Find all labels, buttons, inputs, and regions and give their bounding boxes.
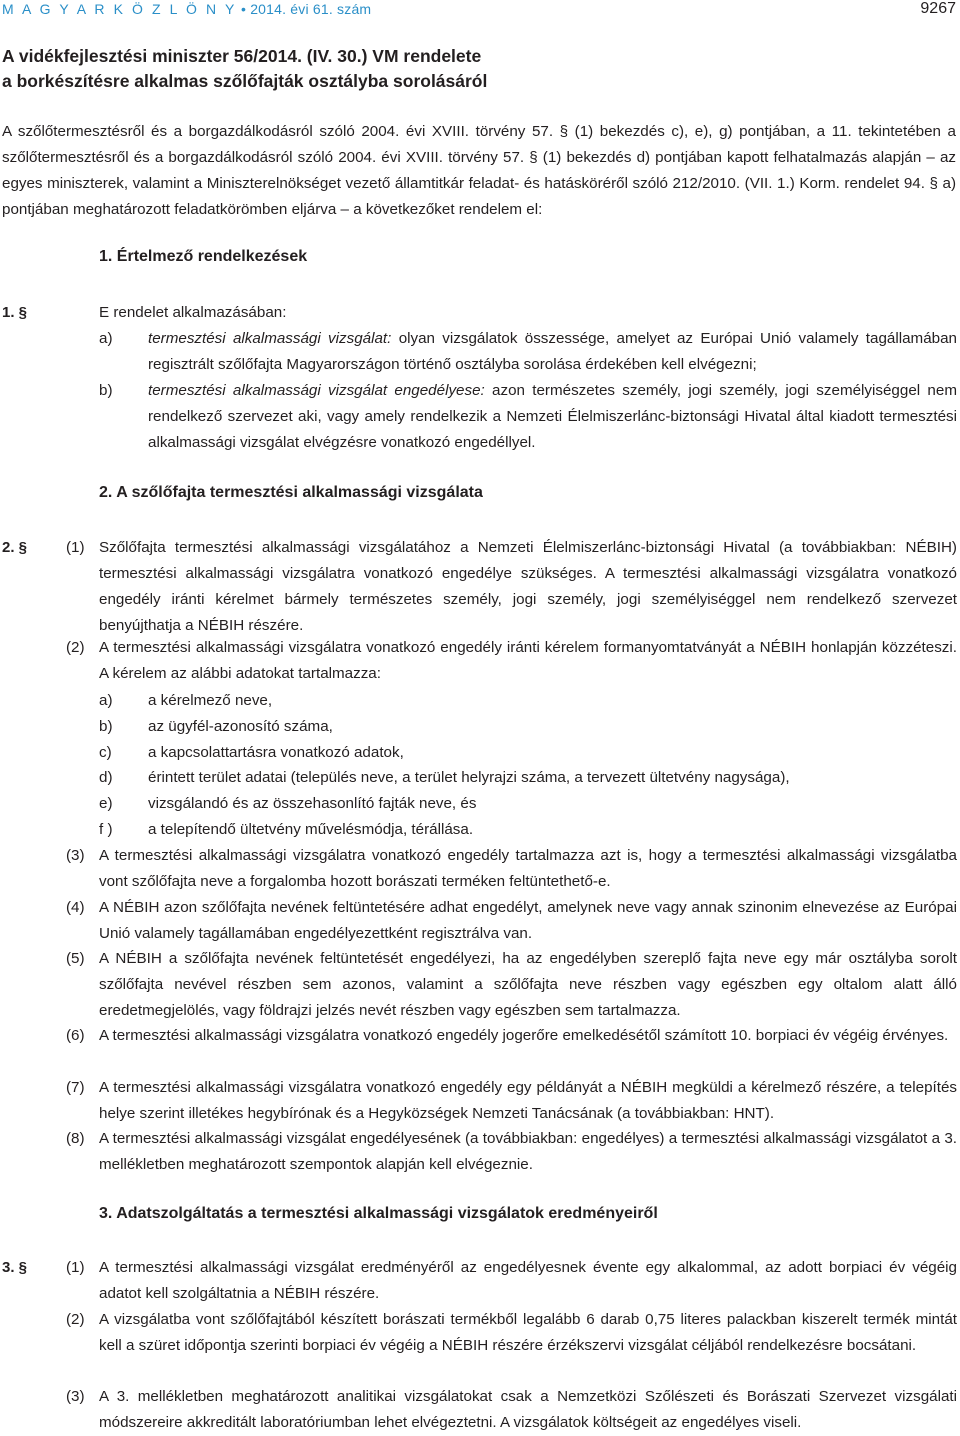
paragraph-text: A termesztési alkalmassági vizsgálatra vonatkozó engedély tartalmazza azt is, hogy a termesztési alkalmassági vizsgálatba vont szőlőfajta neve a forgalomba hozott borászati terméken feltüntethető-e. [99, 847, 957, 890]
journal-name: M A G Y A R K Ö Z L Ö N Y [2, 1, 237, 17]
paragraph [66, 1075, 957, 1127]
page-number: 9267 [920, 0, 956, 17]
paragraph [66, 635, 957, 687]
decree-title-line1: A vidékfejlesztési miniszter 56/2014. (IV. 30.) VM rendelete [2, 46, 482, 66]
paragraph-text: A NÉBIH azon szőlőfajta nevének feltüntetésére adhat engedélyt, amelynek neve vagy annak szinonim elnevezése az Európai Unió valamely tagállamában engedélyezettként regisztrálva van. [99, 899, 957, 942]
paragraph-text: A termesztési alkalmassági vizsgálatra vonatkozó engedély iránti kérelem formanyomtatványát a NÉBIH honlapján közzéteszi. A kérelem az alábbi adatokat tartalmazza: [99, 639, 957, 682]
paragraph [66, 535, 957, 639]
definition-text: termesztési alkalmassági vizsgálat: olyan vizsgálatok összessége, amelyet az Európai Unió valamely tagállamában regisztrált szőlőfajta Magyarországon történő osztályba sorolása érdekében kell elvégezni; [148, 330, 957, 373]
preamble: A szőlőtermesztésről és a borgazdálkodásról szóló 2004. évi XVIII. törvény 57. § (1) bekezdés c), e), g) pontjában, a 11. tekintetében a szőlőtermesztésről és a borgazdálkodásról szóló 2004. évi XVIII. törvény 57. § (1) bekezdés d) pontjában kapott felhatalmazás alapján – az egyes miniszterek, valamint a Miniszterelnökséget vezető államtitkár feladat- és hatásköréről szóló 212/2010. (VII. 1.) Korm. rendelet 94. § a) pontjában meghatározott feladatkörömben eljárva – a következőket rendelem el: [2, 123, 956, 218]
paragraph-text: A 3. mellékletben meghatározott analitikai vizsgálatokat csak a Nemzetközi Szőlészeti és Borászati Szervezet vizsgálati módszereire akkreditált laboratóriumban lehet elvégeztetni. A vizsgálatok költségeit az engedélyes viseli. [99, 1388, 957, 1431]
section-3-title: 3. Adatszolgáltatás a termesztési alkalmassági vizsgálatok eredményeiről [99, 1205, 658, 1222]
paragraph-label: (1) [66, 1259, 85, 1276]
paragraph-text: A NÉBIH a szőlőfajta nevének feltüntetését engedélyezi, ha az engedélyben szereplő fajta neve egy már osztályba sorolt szőlőfajta nevével részben sem azonos, valamint a szőlőfajta neve részben vagy egészben egy oltalom alatt álló eredetmegjelölés, vagy földrajzi jelzés nevét részben vagy egészben sem tartalmazza. [99, 950, 957, 1019]
paragraph-text: A termesztési alkalmassági vizsgálat engedélyesének (a továbbiakban: engedélyes) a termesztési alkalmassági vizsgálatot a 3. mellékletben meghatározott szempontok alapján kell elvégeznie. [99, 1130, 957, 1173]
paragraph-label: (3) [66, 1388, 85, 1405]
paragraph [66, 1126, 957, 1178]
definition-item [99, 326, 957, 378]
paragraph [66, 843, 957, 895]
paragraph-text: A vizsgálatba vont szőlőfajtából készített borászati termékből legalább 6 darab 0,75 literes palackban kiszerelt termék mintát kell a szüret időpontja szerinti borpiaci év végéig a NÉBIH részére érzékszervi vizsgálat céljából rendelkezésre bocsátani. [99, 1311, 957, 1354]
paragraph-label: (2) [66, 1311, 85, 1328]
paragraph-label: (5) [66, 950, 85, 967]
definition-term: termesztési alkalmassági vizsgálat engedélyese: [148, 382, 485, 399]
definition-text: termesztési alkalmassági vizsgálat engedélyese: azon természetes személy, jogi személy, jogi személyiséggel nem rendelkező szervezet aki, vagy amely rendelkezik a Nemzeti Élelmiszerlánc-biztonsági Hivatal által kiadott termesztési alkalmassági vizsgálat elvégzésre vonatkozó engedéllyel. [148, 382, 957, 451]
page-header [0, 0, 960, 20]
paragraph [66, 895, 957, 947]
definition-term: termesztési alkalmassági vizsgálat: [148, 330, 392, 347]
paragraph-text: A termesztési alkalmassági vizsgálatra vonatkozó engedély jogerőre emelkedésétől számított 10. borpiaci év végéig érvényes. [99, 1027, 949, 1044]
definition-label: b) [99, 382, 113, 399]
paragraph-text: Szőlőfajta termesztési alkalmassági vizsgálatához a Nemzeti Élelmiszerlánc-biztonsági Hivatal (a továbbiakban: NÉBIH) termesztési alkalmassági vizsgálatra vonatkozó engedélye szükséges. A termesztési alkalmassági vizsgálatra vonatkozó engedély iránti kérelmet bármely természetes személy, jogi személy, jogi személyiséggel nem rendelkező szervezet benyújthatja a NÉBIH részére. [99, 539, 957, 634]
decree-title-line2: a borkészítésre alkalmas szőlőfajták osztályba sorolásáról [2, 71, 488, 91]
definition-label: a) [99, 330, 113, 347]
section-2-number: 2. § [2, 539, 28, 556]
paragraph-label: (7) [66, 1079, 85, 1096]
paragraph-text: A termesztési alkalmassági vizsgálat eredményéről az engedélyesnek évente egy alkalommal, az adott borpiaci év végéig adatot kell szolgáltatnia a NÉBIH részére. [99, 1259, 957, 1302]
issue-number: 2014. évi 61. szám [250, 1, 372, 17]
section-2-title: 2. A szőlőfajta termesztési alkalmassági vizsgálata [99, 484, 483, 501]
decree-title [2, 44, 487, 94]
paragraph [66, 1255, 957, 1307]
paragraph-label: (2) [66, 639, 85, 656]
paragraph [66, 1384, 957, 1436]
running-header [2, 1, 371, 17]
section-1-number: 1. § [2, 304, 28, 321]
paragraph-label: (6) [66, 1027, 85, 1044]
paragraph [66, 1023, 957, 1049]
paragraph-label: (3) [66, 847, 85, 864]
paragraph [66, 1307, 957, 1359]
paragraph-label: (8) [66, 1130, 85, 1147]
paragraph-text: A termesztési alkalmassági vizsgálatra vonatkozó engedély egy példányát a NÉBIH megküldi a kérelmező részére, a telepítés helye szerint illetékes hegybírónak és a Hegyközségek Nemzeti Tanácsának (a továbbiakban: HNT). [99, 1079, 957, 1122]
header-bullet: • [240, 1, 247, 17]
section-1-title: 1. Értelmező rendelkezések [99, 248, 308, 265]
paragraph-label: (1) [66, 539, 85, 556]
paragraph [66, 946, 957, 1024]
definition-item [99, 378, 957, 456]
paragraph-label: (4) [66, 899, 85, 916]
section-3-number: 3. § [2, 1259, 28, 1276]
section-1-lead: E rendelet alkalmazásában: [99, 304, 287, 321]
